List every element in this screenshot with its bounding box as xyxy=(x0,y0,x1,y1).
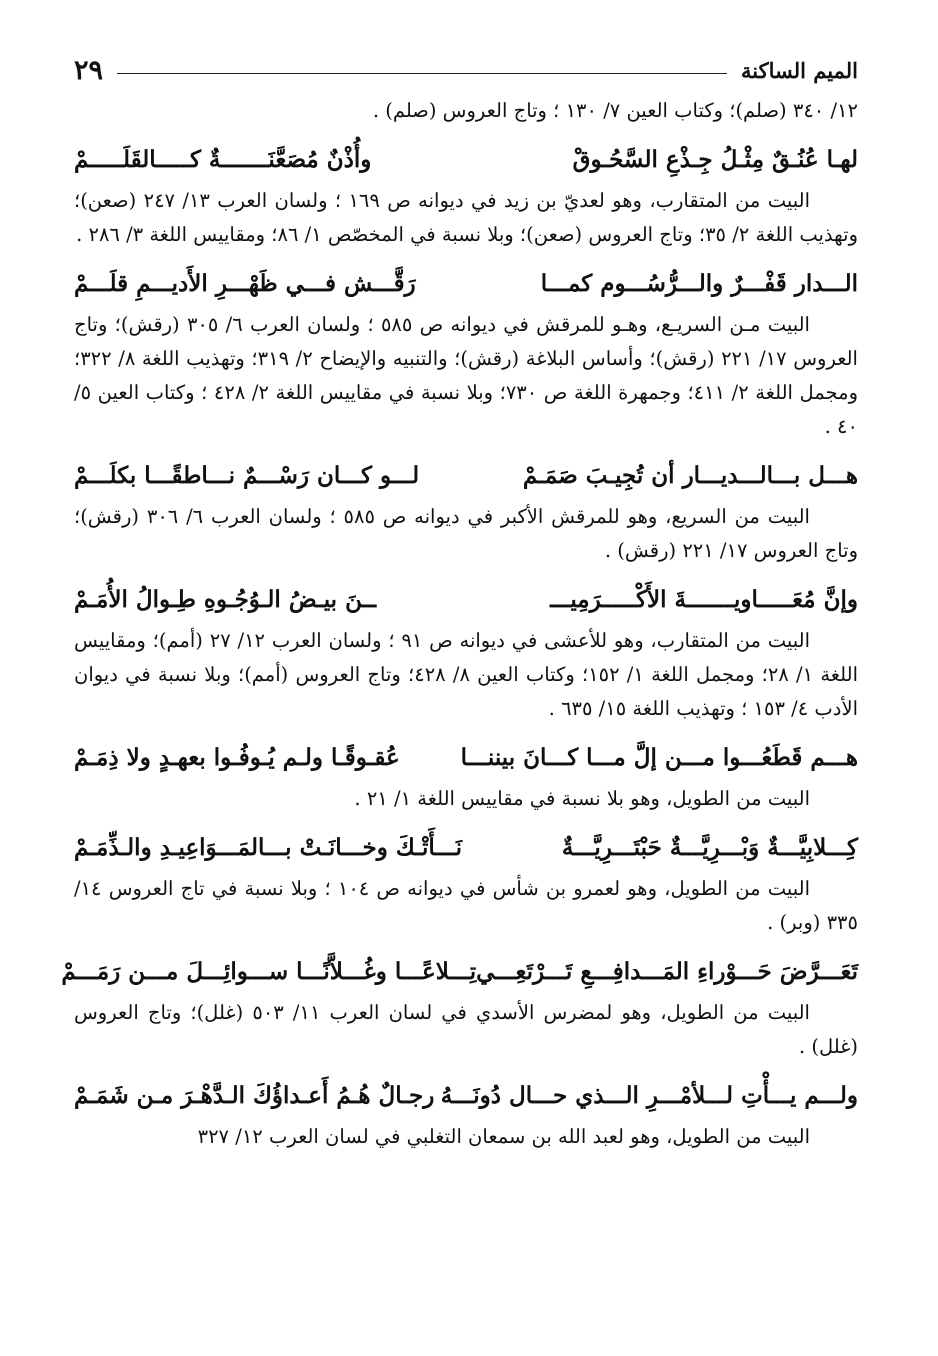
verse-note-text: البيت من الطويل، وهو لمضرس الأسدي في لسان العرب ١١/ ٥٠٣ (غلل)؛ وتاج العروس (غلل) . xyxy=(74,1001,858,1058)
verse-second-hemistich: وأُذْنٌ مُصَعَّنَـــــــةٌ كـــــالقَلَـــــمْ xyxy=(74,146,372,173)
verse-second-hemistich: لـــو كـــان رَسْـــمٌ نـــاطقًـــا بكلَـــمْ xyxy=(74,462,420,489)
continuation-note: ١٢/ ٣٤٠ (صلم)؛ وكتاب العين ٧/ ١٣٠ ؛ وتاج العروس (صلم) . xyxy=(372,99,858,122)
verse-entry xyxy=(74,1076,858,1154)
verse-note-text: البيت من الطويل، وهو لعبد الله بن سمعان التغلبي في لسان العرب ١٢/ ٣٢٧ xyxy=(197,1125,810,1148)
verse-note-text: البيت من الطويل، وهو بلا نسبة في مقاييس اللغة ١/ ٢١ . xyxy=(354,787,810,810)
verse-first-hemistich: هـــل بـــالـــديـــار أن تُجِيـبَ صَمَـمْ xyxy=(522,462,858,489)
verse-first-hemistich: كِـــلابِيَّـــةٌ وَبْـــرِيَّـــةٌ حَبْتَـــرِيَّـــةٌ xyxy=(561,834,858,861)
verse-note xyxy=(74,624,858,726)
verse-second-hemistich: رَقَّـــش فـــي ظَهْـــرِ الأَديـــمِ قلَـــمْ xyxy=(74,270,416,297)
verse-line xyxy=(74,264,858,304)
verse-entry xyxy=(74,456,858,568)
verse-note-text: البيت من المتقارب، وهو لعديّ بن زيد في ديوانه ص ١٦٩ ؛ ولسان العرب ١٣/ ٢٤٧ (صعن)؛ وتهذيب اللغة ٢/ ٣٥؛ وتاج العروس (صعن)؛ وبلا نسبة في المخصّص ١/ ٨٦؛ ومقاييس اللغة ٣/ ٢٨٦ . xyxy=(74,189,858,246)
verse-note xyxy=(74,782,858,816)
verse-line xyxy=(74,140,858,180)
verse-first-hemistich: لهـا عُنُـقٌ مِثْـلُ جِـذْعِ السَّحُـوقْ xyxy=(572,146,858,173)
verse-entry xyxy=(61,952,858,1064)
verse-second-hemistich: تِـــلاعًـــا وغُـــلاَّنًـــا ســـوائِـــلَ مـــن رَمَـــمْ xyxy=(61,958,477,985)
verse-first-hemistich: هـــم قَطَعُـــوا مـــن إلَّ مـــا كـــانَ بيننـــا xyxy=(460,744,858,771)
page-number: ٢٩ xyxy=(74,54,104,86)
verse-line xyxy=(74,828,858,868)
verse-note xyxy=(74,500,858,568)
verse-entry xyxy=(74,828,858,940)
verse-second-hemistich: عُقـوقًـا ولـم يُـوفُـوا بعهـدٍ ولا ذِمَـمْ xyxy=(74,744,400,771)
verse-entry xyxy=(74,264,858,444)
verse-first-hemistich: تَعَـــرَّضَ حَـــوْراءِ المَـــدافِـــعِ تَـــرْتَعِـــي xyxy=(476,958,858,985)
verse-line xyxy=(74,1076,858,1116)
verse-note xyxy=(74,308,858,444)
verse-first-hemistich: الـــدار قَفْـــرٌ والـــرُّسُـــوم كمـــا xyxy=(540,270,858,297)
verse-first-hemistich: ولـــم يـــأْتِ لـــلأمْـــرِ الـــذي حـــال دُونَـــهُ xyxy=(440,1082,858,1109)
verse-entry xyxy=(74,140,858,252)
verse-note-text: البيت من الطويل، وهو لعمرو بن شأس في ديوانه ص ١٠٤ ؛ وبلا نسبة في تاج العروس ١٤/ ٣٣٥ (وبر) . xyxy=(74,877,858,934)
verse-entry xyxy=(74,738,858,816)
verse-first-hemistich: وإنَّ مُعَـــــاويـــــــةَ الأَكْـــــرَمِيـــ xyxy=(550,586,858,613)
verse-note-text: البيت من السريع، وهو للمرقش الأكبر في ديوانه ص ٥٨٥ ؛ ولسان العرب ٦/ ٣٠٦ (رقش)؛ وتاج العروس ١٧/ ٢٢١ (رقش) . xyxy=(74,505,858,562)
verse-note xyxy=(74,184,858,252)
verse-note-text: البيت مـن السريـع، وهـو للمرقش في ديوانه ص ٥٨٥ ؛ ولسان العرب ٦/ ٣٠٥ (رقش)؛ وتاج العروس ١٧/ ٢٢١ (رقش)؛ وأساس البلاغة (رقش)؛ والتنبيه والإيضاح ٢/ ٣١٩؛ وتهذيب اللغة ٨/ ٣٢٢؛ ومجمل اللغة ٢/ ٤١١؛ وجمهرة اللغة ص ٧٣٠؛ وبلا نسبة في مقاييس اللغة ٢/ ٤٢٨ ؛ وكتاب العين ٥/ ٤٠ . xyxy=(74,313,858,438)
verse-second-hemistich: نَـــأَتْـكَ وخـــانَـتْ بـــالمَـــوَاعِيـدِ والـذِّمَـمْ xyxy=(74,834,463,861)
verse-note xyxy=(74,872,858,940)
verse-line xyxy=(74,738,858,778)
verse-entry xyxy=(74,580,858,726)
header-rule xyxy=(117,73,727,74)
verse-note xyxy=(74,1120,858,1154)
page-header xyxy=(74,46,858,94)
verse-note-text: البيت من المتقارب، وهو للأعشى في ديوانه ص ٩١ ؛ ولسان العرب ١٢/ ٢٧ (أمم)؛ ومقاييس اللغة ١/ ٢٨؛ ومجمل اللغة ١/ ١٥٢؛ وكتاب العين ٨/ ٤٢٨؛ وتاج العروس (أمم)؛ وبلا نسبة في ديوان الأدب ٤/ ١٥٣ ؛ وتهذيب اللغة ١٥/ ٦٣٥ . xyxy=(74,629,859,720)
verse-second-hemistich: ــنَ بيـضُ الـوُجُـوهِ طِـوالُ الأُمَـمْ xyxy=(74,586,377,613)
verse-note xyxy=(74,996,858,1064)
running-title: الميم الساكنة xyxy=(741,57,858,83)
verse-line xyxy=(74,580,858,620)
verse-line xyxy=(74,456,858,496)
verse-second-hemistich: رجـالٌ هُـمُ أَعـداؤُكَ الـدَّهْـرَ مـن شَمَـمْ xyxy=(74,1082,435,1109)
verse-line xyxy=(61,952,858,992)
